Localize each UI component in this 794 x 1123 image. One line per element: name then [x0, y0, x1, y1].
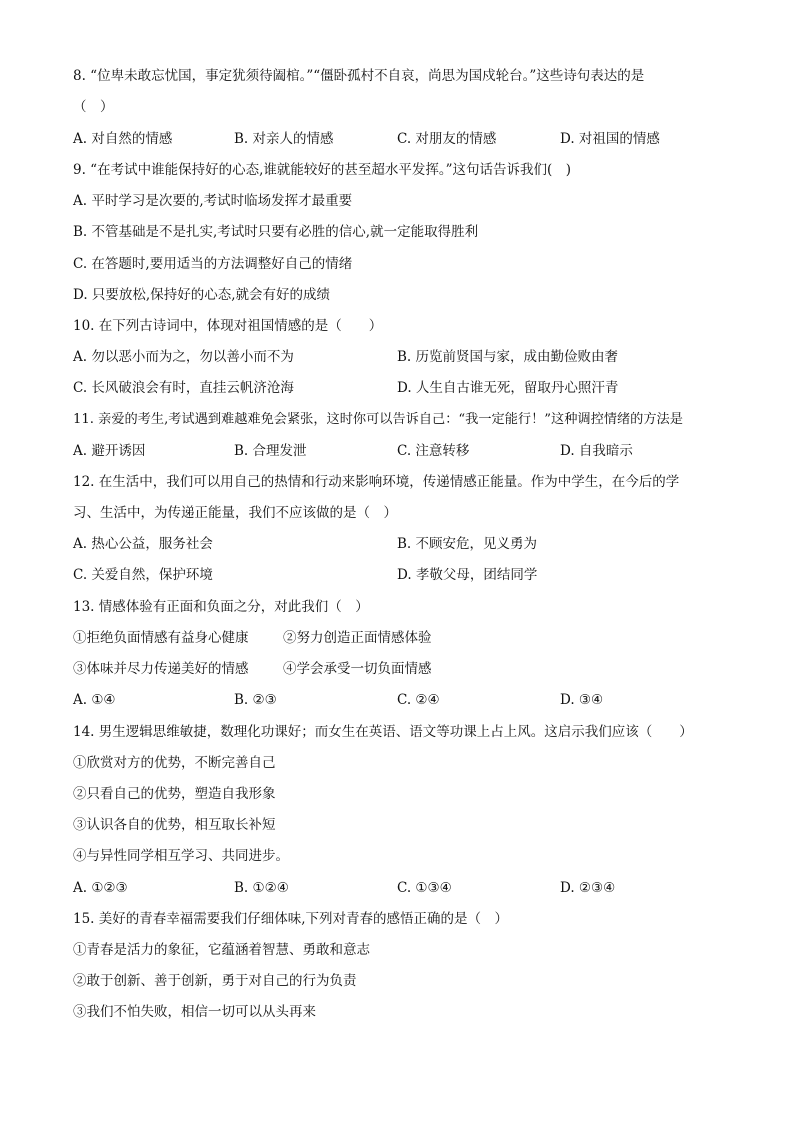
question-8-stem-line-1: 8. “位卑未敢忘忧国，事定犹须待阖棺。”“僵卧孤村不自哀，尚思为国戍轮台。”这些诗句表达的是 — [73, 68, 645, 84]
question-10-option-a: A. 勿以恶小而为之，勿以善小而不为 — [73, 349, 294, 365]
question-8-option-b: B. 对亲人的情感 — [234, 131, 334, 147]
question-13-item-3: ③体味并尽力传递美好的情感 — [73, 661, 249, 677]
question-10-stem: 10. 在下列古诗词中，体现对祖国情感的是（ ） — [73, 318, 383, 334]
question-8-option-d: D. 对祖国的情感 — [560, 131, 660, 147]
question-14-option-a: A. ①②③ — [73, 880, 128, 896]
question-12-option-b: B. 不顾安危，见义勇为 — [397, 536, 538, 552]
question-13-option-b: B. ②③ — [234, 692, 277, 708]
question-8-option-a: A. 对自然的情感 — [73, 131, 173, 147]
question-8-stem-line-2: （ ） — [73, 99, 114, 115]
question-14-item-3: ③认识各自的优势，相互取长补短 — [73, 817, 276, 833]
question-15-item-3: ③我们不怕失败，相信一切可以从头再来 — [73, 1004, 316, 1020]
question-14-item-2: ②只看自己的优势，塑造自我形象 — [73, 786, 276, 802]
question-14-option-b: B. ①②④ — [234, 880, 289, 896]
question-12-stem-line-1: 12. 在生活中，我们可以用自己的热情和行动来影响环境，传递情感正能量。作为中学生，在今后的学 — [73, 474, 680, 490]
question-13-option-c: C. ②④ — [397, 692, 440, 708]
question-12-option-a: A. 热心公益，服务社会 — [73, 536, 213, 552]
question-11-option-c: C. 注意转移 — [397, 443, 470, 459]
question-13-stem: 13. 情感体验有正面和负面之分，对此我们（ ） — [73, 599, 369, 615]
question-12-option-c: C. 关爱自然，保护环境 — [73, 567, 213, 583]
question-14-stem: 14. 男生逻辑思维敏捷，数理化功课好；而女生在英语、语文等功课上占上风。这启示我们应该（ ） — [73, 724, 693, 740]
question-12-stem-line-2: 习、生活中，为传递正能量，我们不应该做的是（ ） — [73, 505, 397, 521]
question-13-item-4: ④学会承受一切负面情感 — [283, 661, 432, 677]
question-15-item-2: ②敢于创新、善于创新，勇于对自己的行为负责 — [73, 973, 357, 989]
question-10-option-d: D. 人生自古谁无死，留取丹心照汗青 — [397, 380, 619, 396]
question-9-option-d: D. 只要放松,保持好的心态,就会有好的成绩 — [73, 287, 331, 303]
question-13-item-1: ①拒绝负面情感有益身心健康 — [73, 630, 249, 646]
question-14-item-4: ④与异性同学相互学习、共同进步。 — [73, 848, 289, 864]
question-10-option-c: C. 长风破浪会有时，直挂云帆济沧海 — [73, 380, 294, 396]
question-10-option-b: B. 历览前贤国与家，成由勤俭败由奢 — [397, 349, 619, 365]
question-13-option-a: A. ①④ — [73, 692, 116, 708]
question-14-option-c: C. ①③④ — [397, 880, 452, 896]
question-13-item-2: ②努力创造正面情感体验 — [283, 630, 432, 646]
question-13-option-d: D. ③④ — [560, 692, 604, 708]
question-8-option-c: C. 对朋友的情感 — [397, 131, 497, 147]
question-14-option-d: D. ②③④ — [560, 880, 616, 896]
question-15-item-1: ①青春是活力的象征，它蕴涵着智慧、勇敢和意志 — [73, 942, 370, 958]
question-11-stem: 11. 亲爱的考生,考试遇到难越难免会紧张，这时你可以告诉自己：“我一定能行！”这种调控情绪的方法是 — [73, 412, 683, 427]
question-11-option-a: A. 避开诱因 — [73, 443, 146, 459]
question-11-option-b: B. 合理发泄 — [234, 443, 307, 459]
question-15-stem: 15. 美好的青春幸福需要我们仔细体味,下列对青春的感悟正确的是（ ） — [73, 911, 509, 927]
question-9-option-b: B. 不管基础是不是扎实,考试时只要有必胜的信心,就一定能取得胜利 — [73, 224, 479, 240]
question-14-item-1: ①欣赏对方的优势，不断完善自己 — [73, 755, 276, 771]
question-11-option-d: D. 自我暗示 — [560, 443, 633, 459]
question-9-option-c: C. 在答题时,要用适当的方法调整好自己的情绪 — [73, 256, 353, 272]
question-9-stem: 9. “在考试中谁能保持好的心态,谁就能较好的甚至超水平发挥。”这句话告诉我们( ) — [73, 162, 572, 178]
question-12-option-d: D. 孝敬父母，团结同学 — [397, 567, 538, 583]
question-9-option-a: A. 平时学习是次要的,考试时临场发挥才最重要 — [73, 193, 353, 209]
